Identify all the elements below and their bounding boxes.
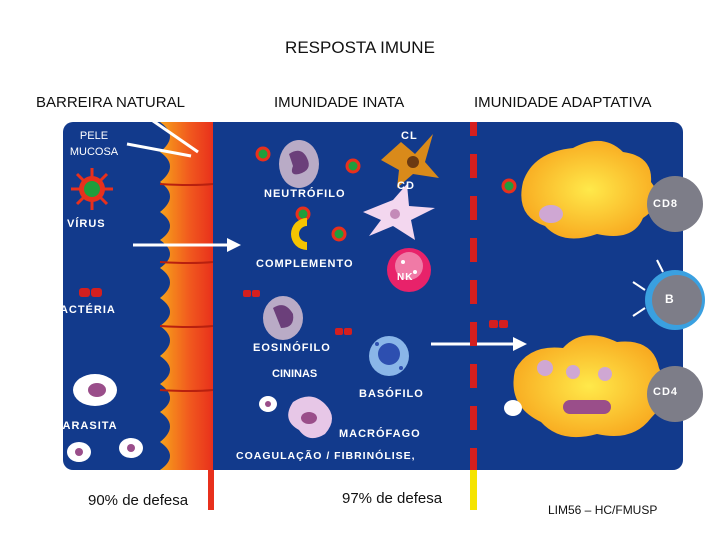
macrophage-label: MACRÓFAGO (339, 428, 421, 440)
cl-label: CL (401, 130, 418, 142)
innate-defense-percentage: 97% de defesa (342, 490, 443, 507)
cd-label: CD (397, 180, 415, 192)
credit-text: LIM56 – HC/FMUSP (548, 503, 658, 517)
virus-icon (71, 168, 113, 210)
immune-response-panel (51, 122, 683, 470)
complement-label: COMPLEMENTO (256, 258, 354, 270)
eosinophil-cell (263, 296, 303, 340)
bacteria-label: BACTÉRIA (51, 304, 116, 316)
basophil-label: BASÓFILO (359, 388, 424, 400)
skin-label-line1: PELE (79, 130, 109, 142)
header-adaptive-immunity: IMUNIDADE ADAPTATIVA (474, 94, 652, 111)
antigen-presenting-cell-lower (504, 335, 664, 437)
antigen-presenting-cell-upper (521, 141, 657, 239)
innate-to-adaptive-arrow (431, 337, 527, 351)
bacteria-icon (79, 288, 102, 297)
virus-adaptive-icon (503, 180, 515, 192)
neutrophil-cell (279, 140, 319, 188)
nk-cell (387, 248, 431, 292)
innate-adaptive-boundary (470, 122, 477, 470)
adaptive-boundary-yellow (470, 470, 477, 510)
panel-graphics (63, 122, 683, 470)
header-innate-immunity: IMUNIDADE INATA (274, 94, 405, 111)
header-natural-barrier: BARREIRA NATURAL (36, 94, 185, 111)
eosinophil-label: EOSINÓFILO (253, 342, 331, 354)
coagulation-label: COAGULAÇÃO / FIBRINÓLISE, (236, 450, 416, 462)
natural-defense-percentage: 90% de defesa (88, 492, 189, 509)
cd8-label: CD8 (653, 198, 679, 210)
virus-label: VÍRUS (67, 218, 106, 230)
natural-boundary-red (208, 470, 214, 510)
basophil-cell (369, 336, 409, 376)
cd-dendritic-cell (363, 184, 435, 240)
complement-icon (291, 218, 307, 250)
macrophage-cell (259, 396, 332, 438)
parasite-icon (67, 374, 143, 462)
mucosa-label: MUCOSA (69, 146, 119, 158)
b-cell-label: B (665, 292, 675, 306)
diagram-title: RESPOSTA IMUNE (285, 38, 435, 57)
kinins-label: CININAS (272, 368, 318, 380)
bacteria-adaptive-icon (489, 320, 508, 328)
nk-label: NK (397, 272, 414, 283)
cd4-label: CD4 (653, 386, 679, 398)
neutrophil-label: NEUTRÓFILO (264, 188, 346, 200)
parasite-label: PARASITA (55, 420, 118, 432)
skin-barrier (160, 122, 213, 470)
skin-label (63, 130, 125, 142)
